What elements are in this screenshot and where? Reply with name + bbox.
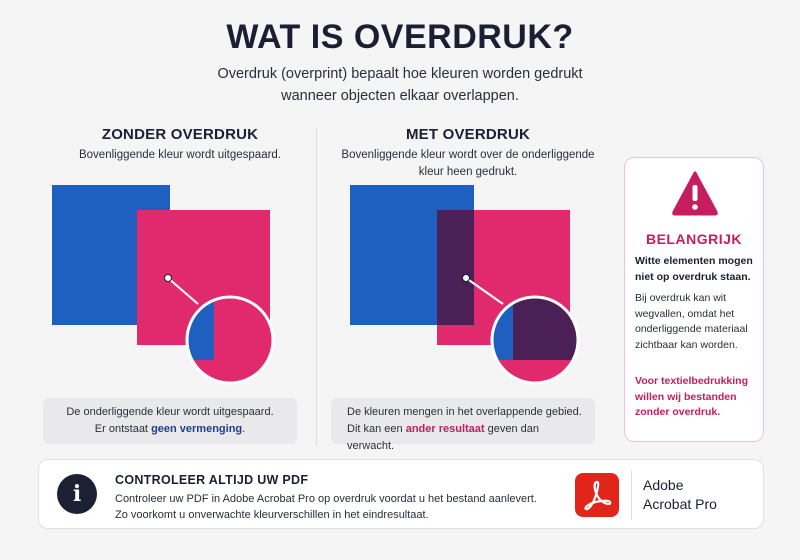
overprint-illustration <box>340 180 590 390</box>
middle-caption <box>331 398 595 452</box>
middle-column-subtitle <box>328 147 608 181</box>
middle-caption-line-2: Dit kan een ander resultaat geven dan verwacht. <box>347 423 540 452</box>
warning-bold-text: Witte elementen mogen niet op overdruk staan. <box>635 255 753 283</box>
info-text <box>115 491 537 523</box>
left-caption-line-2: Er ontstaat geen vermenging. <box>94 423 246 435</box>
info-text-line-2: Zo voorkomt u onverwachte kleurverschillen in het eindresultaat. <box>115 509 429 521</box>
acrobat-name-line-2: Acrobat Pro <box>643 496 717 512</box>
acrobat-product-name <box>643 476 717 514</box>
left-caption-highlight: geen vermenging <box>151 423 243 435</box>
middle-caption-highlight: ander resultaat <box>405 423 485 435</box>
middle-subtitle-line-1: Bovenliggende kleur wordt over de onderliggende <box>341 149 595 161</box>
subtitle-line-2: wanneer objecten elkaar overlappen. <box>281 88 519 104</box>
zoom-pointer-dot <box>463 275 470 282</box>
column-divider <box>316 128 317 446</box>
acrobat-logo-icon <box>575 473 619 517</box>
warning-card <box>624 157 764 442</box>
acrobat-name-line-1: Adobe <box>643 477 684 493</box>
subtitle-line-1: Overdruk (overprint) bepaalt hoe kleuren worden gedrukt <box>217 66 583 82</box>
left-caption <box>43 398 297 444</box>
warning-highlight-text: Voor textielbedrukking willen wij bestanden zonder overdruk. <box>635 375 748 418</box>
middle-caption-line-1: De kleuren mengen in het overlappende gebied. <box>347 406 582 418</box>
info-title: CONTROLEER ALTIJD UW PDF <box>115 473 309 487</box>
overlap-area <box>437 210 474 325</box>
left-column-subtitle: Bovenliggende kleur wordt uitgespaard. <box>78 149 282 161</box>
acrobat-separator <box>631 470 632 520</box>
page-title: WAT IS OVERDRUK? <box>226 18 574 56</box>
left-caption-line-1: De onderliggende kleur wordt uitgespaard. <box>66 406 274 418</box>
info-card <box>38 459 764 529</box>
bottom-strip <box>0 545 800 560</box>
no-overprint-illustration <box>40 180 290 390</box>
warning-body-text: Bij overdruk kan wit wegvallen, omdat het onderliggende materiaal zichtbaar kan worden. <box>635 292 748 351</box>
middle-column-title: MET OVERDRUK <box>405 126 531 143</box>
middle-subtitle-line-2: kleur heen gedrukt. <box>418 166 518 178</box>
page-subtitle <box>0 63 800 107</box>
warning-triangle-icon <box>671 170 719 216</box>
info-text-line-1: Controleer uw PDF in Adobe Acrobat Pro op overdruk voordat u het bestand aanlevert. <box>115 493 537 505</box>
warning-title: BELANGRIJK <box>645 231 742 247</box>
left-column-title: ZONDER OVERDRUK <box>101 126 259 143</box>
zoom-pointer-dot <box>165 275 172 282</box>
info-icon: i <box>57 474 97 514</box>
